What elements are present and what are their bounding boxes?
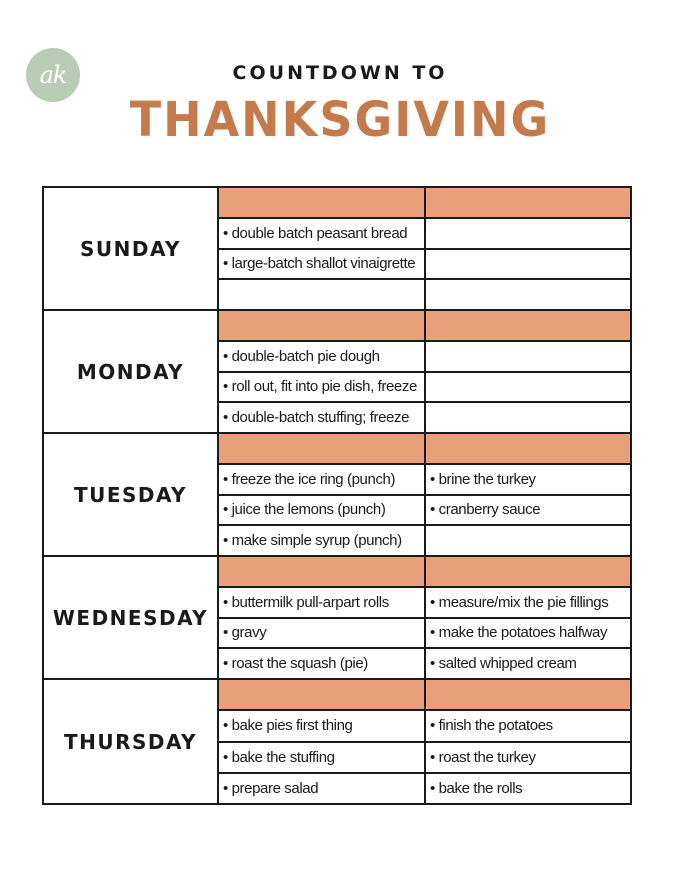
task-cell: • bake the stuffing xyxy=(219,743,426,772)
day-tasks xyxy=(219,434,630,555)
day-label: SUNDAY xyxy=(44,188,219,309)
header-cell xyxy=(426,188,630,217)
day-label: MONDAY xyxy=(44,311,219,432)
header-row xyxy=(219,188,630,219)
task-row xyxy=(219,526,630,555)
header-row xyxy=(219,680,630,711)
task-row xyxy=(219,619,630,650)
task-row xyxy=(219,588,630,619)
task-cell: • cranberry sauce xyxy=(430,501,541,519)
task-cell xyxy=(426,342,630,371)
task-cell: • roll out, fit into pie dish, freeze xyxy=(219,373,426,402)
day-block-wednesday xyxy=(44,557,630,680)
countdown-table xyxy=(42,186,632,805)
task-cell: • bake the rolls xyxy=(430,779,523,797)
day-tasks xyxy=(219,188,630,309)
task-cell xyxy=(426,280,630,309)
day-label: THURSDAY xyxy=(44,680,219,803)
task-row xyxy=(219,711,630,742)
page-subtitle: COUNTDOWN TO xyxy=(232,62,448,84)
day-block-monday xyxy=(44,311,630,434)
header-row xyxy=(219,557,630,588)
task-row xyxy=(219,403,630,432)
task-row xyxy=(219,496,630,527)
header-row xyxy=(219,434,630,465)
task-cell xyxy=(426,219,630,248)
day-block-thursday xyxy=(44,680,630,803)
day-block-sunday xyxy=(44,188,630,311)
task-row xyxy=(219,342,630,373)
task-cell xyxy=(426,250,630,279)
task-cell: • double-batch stuffing; freeze xyxy=(219,403,426,432)
logo-text: ak xyxy=(39,61,67,89)
task-cell: • make simple syrup (punch) xyxy=(219,526,426,555)
header-cell xyxy=(219,311,426,340)
day-block-tuesday xyxy=(44,434,630,557)
task-cell: • salted whipped cream xyxy=(430,655,577,673)
task-cell: • finish the potatoes xyxy=(430,717,553,735)
day-tasks xyxy=(219,557,630,678)
task-cell: • buttermilk pull-arpart rolls xyxy=(219,588,426,617)
task-row xyxy=(219,219,630,250)
task-cell: • brine the turkey xyxy=(430,470,536,488)
header-cell xyxy=(219,434,426,463)
task-row xyxy=(219,743,630,774)
day-tasks xyxy=(219,311,630,432)
page-title: THANKSGIVING xyxy=(129,90,551,148)
header-cell xyxy=(426,680,630,709)
task-cell: • prepare salad xyxy=(219,774,426,803)
task-cell: • gravy xyxy=(219,619,426,648)
task-row xyxy=(219,774,630,803)
header-cell xyxy=(426,311,630,340)
task-row xyxy=(219,649,630,678)
task-cell: • large-batch shallot vinaigrette xyxy=(219,250,426,279)
task-cell: • measure/mix the pie fillings xyxy=(430,593,609,611)
task-cell: • roast the turkey xyxy=(430,748,536,766)
task-cell: • freeze the ice ring (punch) xyxy=(219,465,426,494)
day-label: WEDNESDAY xyxy=(44,557,219,678)
task-row xyxy=(219,373,630,404)
header-row xyxy=(219,311,630,342)
task-cell: • double batch peasant bread xyxy=(219,219,426,248)
task-cell: • double-batch pie dough xyxy=(219,342,426,371)
header-cell xyxy=(219,557,426,586)
header-cell xyxy=(219,188,426,217)
task-cell: • juice the lemons (punch) xyxy=(219,496,426,525)
header-cell xyxy=(219,680,426,709)
task-cell: • bake pies first thing xyxy=(219,711,426,740)
day-tasks xyxy=(219,680,630,803)
day-label: TUESDAY xyxy=(44,434,219,555)
header-cell xyxy=(426,557,630,586)
task-row xyxy=(219,465,630,496)
task-cell: • roast the squash (pie) xyxy=(219,649,426,678)
task-cell xyxy=(426,526,630,555)
task-cell xyxy=(219,280,426,309)
task-cell xyxy=(426,403,630,432)
task-cell xyxy=(426,373,630,402)
task-row xyxy=(219,250,630,281)
header-cell xyxy=(426,434,630,463)
task-row xyxy=(219,280,630,309)
task-cell: • make the potatoes halfway xyxy=(430,624,608,642)
